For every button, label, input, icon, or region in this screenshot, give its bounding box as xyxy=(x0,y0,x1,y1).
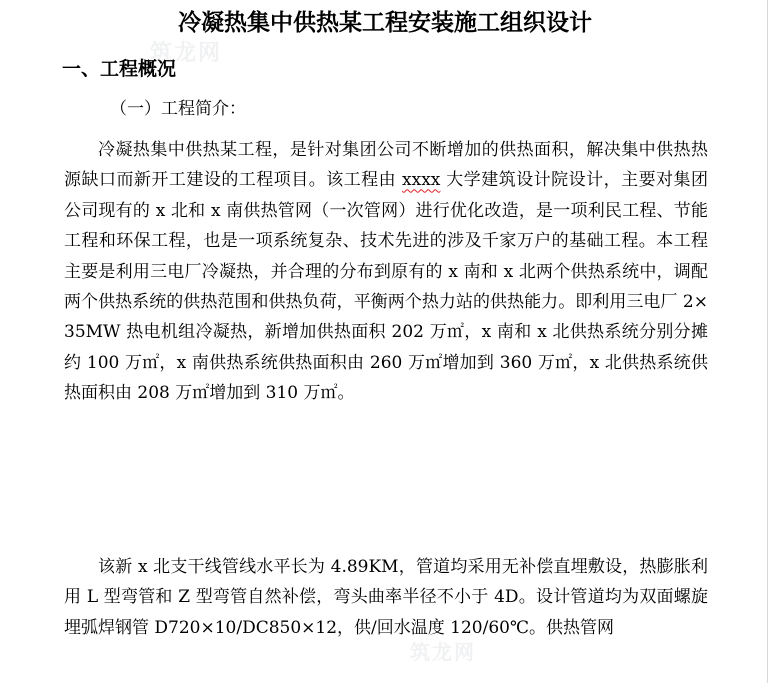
paragraph-intro-part2: 大学建筑设计院设计，主要对集团公司现有的 x 北和 x 南供热管网（一次管网）进行优化改造，是一项利民工程、节能工程和环保工程，也是一项系统复杂、技术先进的涉及千家万户的基础工程。本工程主要是利用三电厂冷凝热，并合理的分布到原有的 x 南和 x 北两个供热系统中，调配两个供热系统的供热范围和供热负荷，平衡两个热力站的供热能力。即利用三电厂 2×35MW 热电机组冷凝热，新增加供热面积 202 万㎡，x 南和 x 北供热系统分别分摊约 100 万㎡，x 南供热系统供热面积由 260 万㎡增加到 360 万㎡，x 北供热系统供热面积由 208 万㎡增加到 310 万㎡。 xyxy=(64,170,709,404)
watermark-top: 筑龙网 xyxy=(150,41,223,66)
subsection-heading: （一）工程简介： xyxy=(110,99,246,119)
section-heading: 一、工程概况 xyxy=(62,58,177,80)
paragraph-pipeline: 该新 x 北支干线管线水平长为 4.89KM，管道均采用无补偿直埋敷设，热膨胀利用 L 型弯管和 Z 型弯管自然补偿，弯头曲率半径不小于 4D。设计管道均为双面螺旋埋弧焊钢管 D720×10/DC850×12，供/回水温度 120/60℃。供热管网 xyxy=(64,557,708,638)
spellcheck-flagged-word: xxxx xyxy=(402,170,441,191)
watermark-bottom: 筑龙网 xyxy=(410,640,476,664)
document-title: 冷凝热集中供热某工程安装施工组织设计 xyxy=(178,9,592,36)
paragraph-intro-part1: 冷凝热集中供热某工程，是针对集团公司不断增加的供热面积，解决集中供热热源缺口而新开工建设的工程项目。该工程由 xyxy=(64,140,708,191)
page-edge-rule xyxy=(767,0,768,683)
paragraph-project-intro xyxy=(64,135,708,409)
